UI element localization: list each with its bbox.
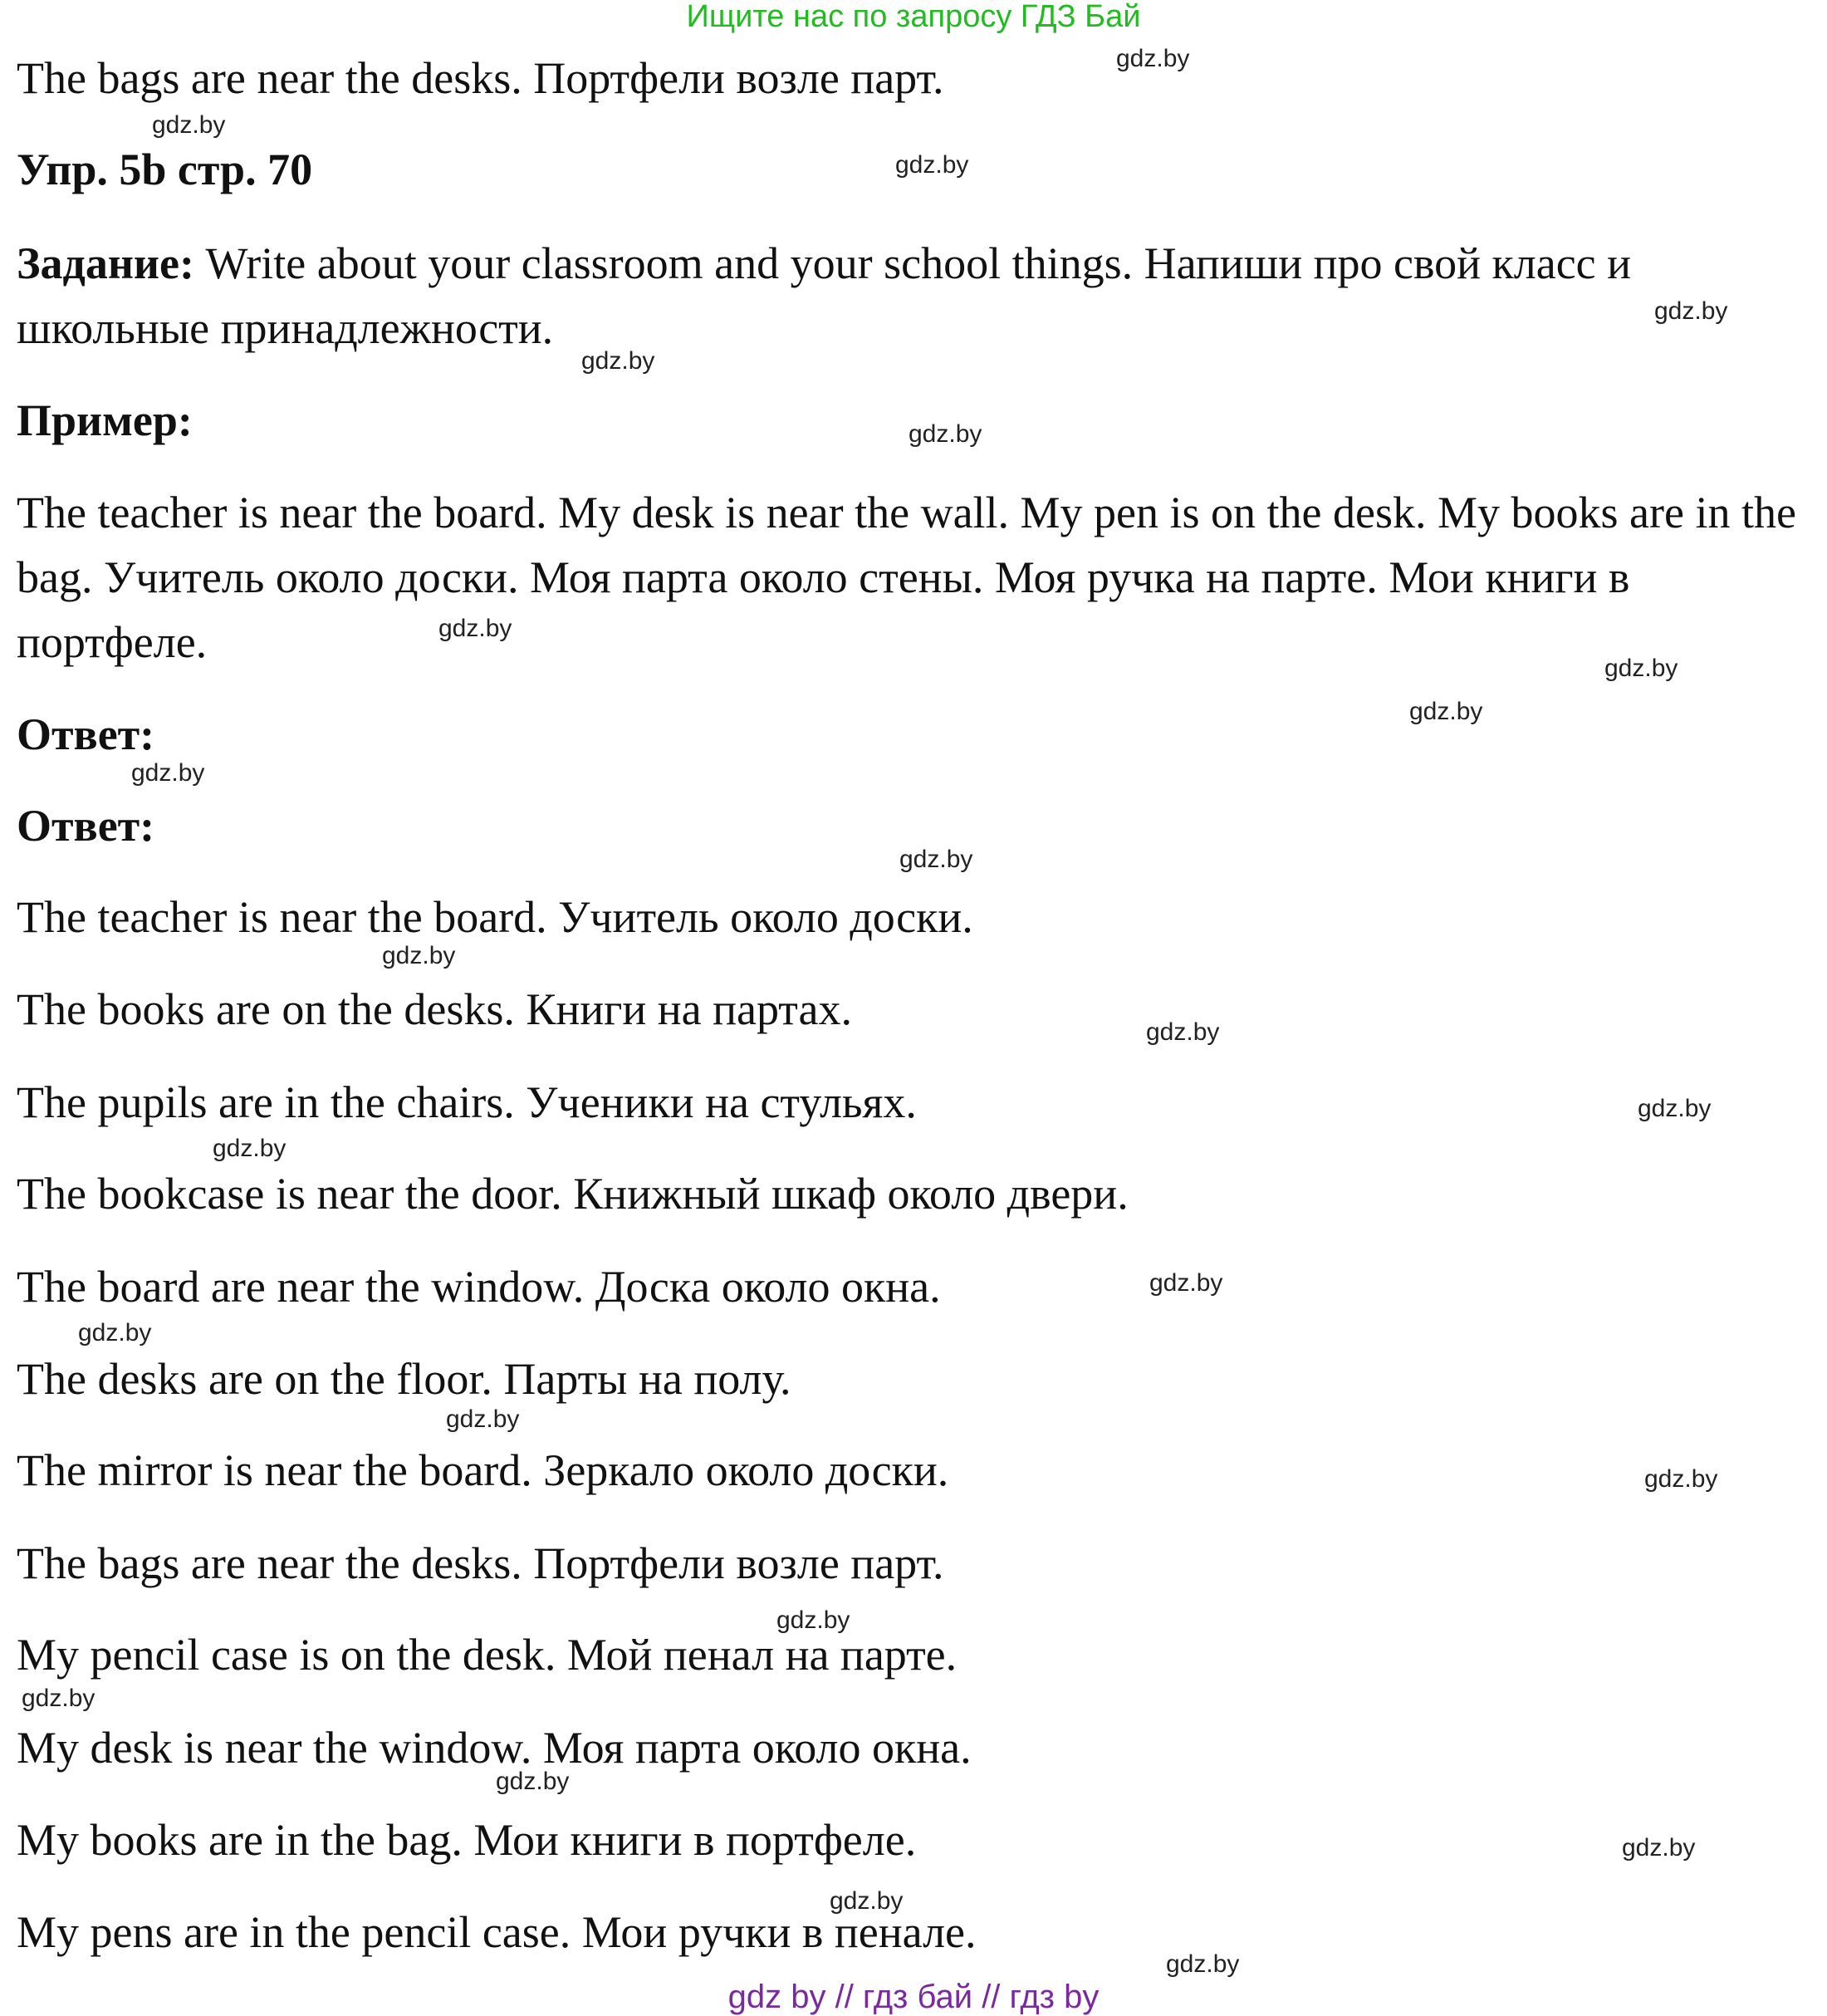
watermark: gdz.by	[1409, 698, 1483, 725]
answer-line: The books are on the desks. Книги на партах.	[17, 984, 852, 1034]
bottom-banner: gdz by // гдз бай // гдз by	[727, 1979, 1100, 2015]
watermark: gdz.by	[1638, 1095, 1712, 1122]
answer-line: The teacher is near the board. Учитель около доски.	[17, 892, 973, 942]
answer-line: My books are in the bag. Мои книги в портфеле.	[17, 1815, 917, 1865]
watermark: gdz.by	[213, 1135, 287, 1162]
exercise-title: Упр. 5b стр. 70	[17, 145, 313, 194]
watermark: gdz.by	[382, 942, 456, 969]
watermark: gdz.by	[152, 111, 226, 139]
answer-label-1: Ответ:	[17, 709, 155, 759]
answer-line: The bookcase is near the door. Книжный шкаф около двери.	[17, 1169, 1129, 1219]
answer-label-2: Ответ:	[17, 801, 155, 851]
answer-line: My pencil case is on the desk. Мой пенал на парте.	[17, 1630, 958, 1680]
task-text: Write about your classroom and your school things. Напиши про свой класс и школьные принадлежности.	[17, 238, 1632, 353]
watermark: gdz.by	[899, 846, 973, 873]
watermark: gdz.by	[830, 1887, 904, 1915]
watermark: gdz.by	[131, 759, 205, 787]
answer-line: The bags are near the desks. Портфели возле парт.	[17, 1538, 944, 1588]
watermark: gdz.by	[895, 151, 969, 179]
answer-line: My desk is near the window. Моя парта около окна.	[17, 1723, 972, 1773]
watermark: gdz.by	[581, 347, 655, 375]
previous-answer-line: The bags are near the desks. Портфели возле парт.	[17, 53, 944, 103]
watermark: gdz.by	[438, 615, 512, 642]
watermark: gdz.by	[22, 1685, 96, 1712]
watermark: gdz.by	[446, 1405, 520, 1433]
answer-line: The mirror is near the board. Зеркало около доски.	[17, 1445, 949, 1495]
watermark: gdz.by	[1644, 1465, 1718, 1493]
watermark: gdz.by	[1622, 1834, 1696, 1861]
watermark: gdz.by	[1116, 45, 1190, 72]
answer-line: The desks are on the floor. Парты на полу.	[17, 1354, 791, 1404]
watermark: gdz.by	[1166, 1950, 1240, 1978]
watermark: gdz.by	[1146, 1018, 1220, 1046]
watermark: gdz.by	[1149, 1269, 1223, 1297]
watermark: gdz.by	[496, 1768, 570, 1795]
answer-line: The pupils are in the chairs. Ученики на стульях.	[17, 1077, 917, 1127]
watermark: gdz.by	[78, 1319, 152, 1346]
watermark: gdz.by	[1654, 297, 1728, 325]
answer-line: The board are near the window. Доска около окна.	[17, 1262, 941, 1312]
task-paragraph	[17, 231, 1810, 361]
watermark: gdz.by	[1604, 655, 1678, 682]
watermark: gdz.by	[776, 1606, 850, 1634]
top-banner: Ищите нас по запросу ГДЗ Бай	[686, 0, 1141, 34]
answer-line: My pens are in the pencil case. Мои ручки в пенале.	[17, 1907, 977, 1957]
watermark: gdz.by	[909, 420, 982, 448]
example-text: The teacher is near the board. My desk is near the wall. My pen is on the desk. My books are in the bag. Учитель около доски. Моя парта около стены. Моя ручка на парте. Мои книги в портфеле.	[17, 488, 1796, 667]
example-label: Пример:	[17, 395, 193, 445]
task-label: Задание:	[17, 238, 194, 288]
